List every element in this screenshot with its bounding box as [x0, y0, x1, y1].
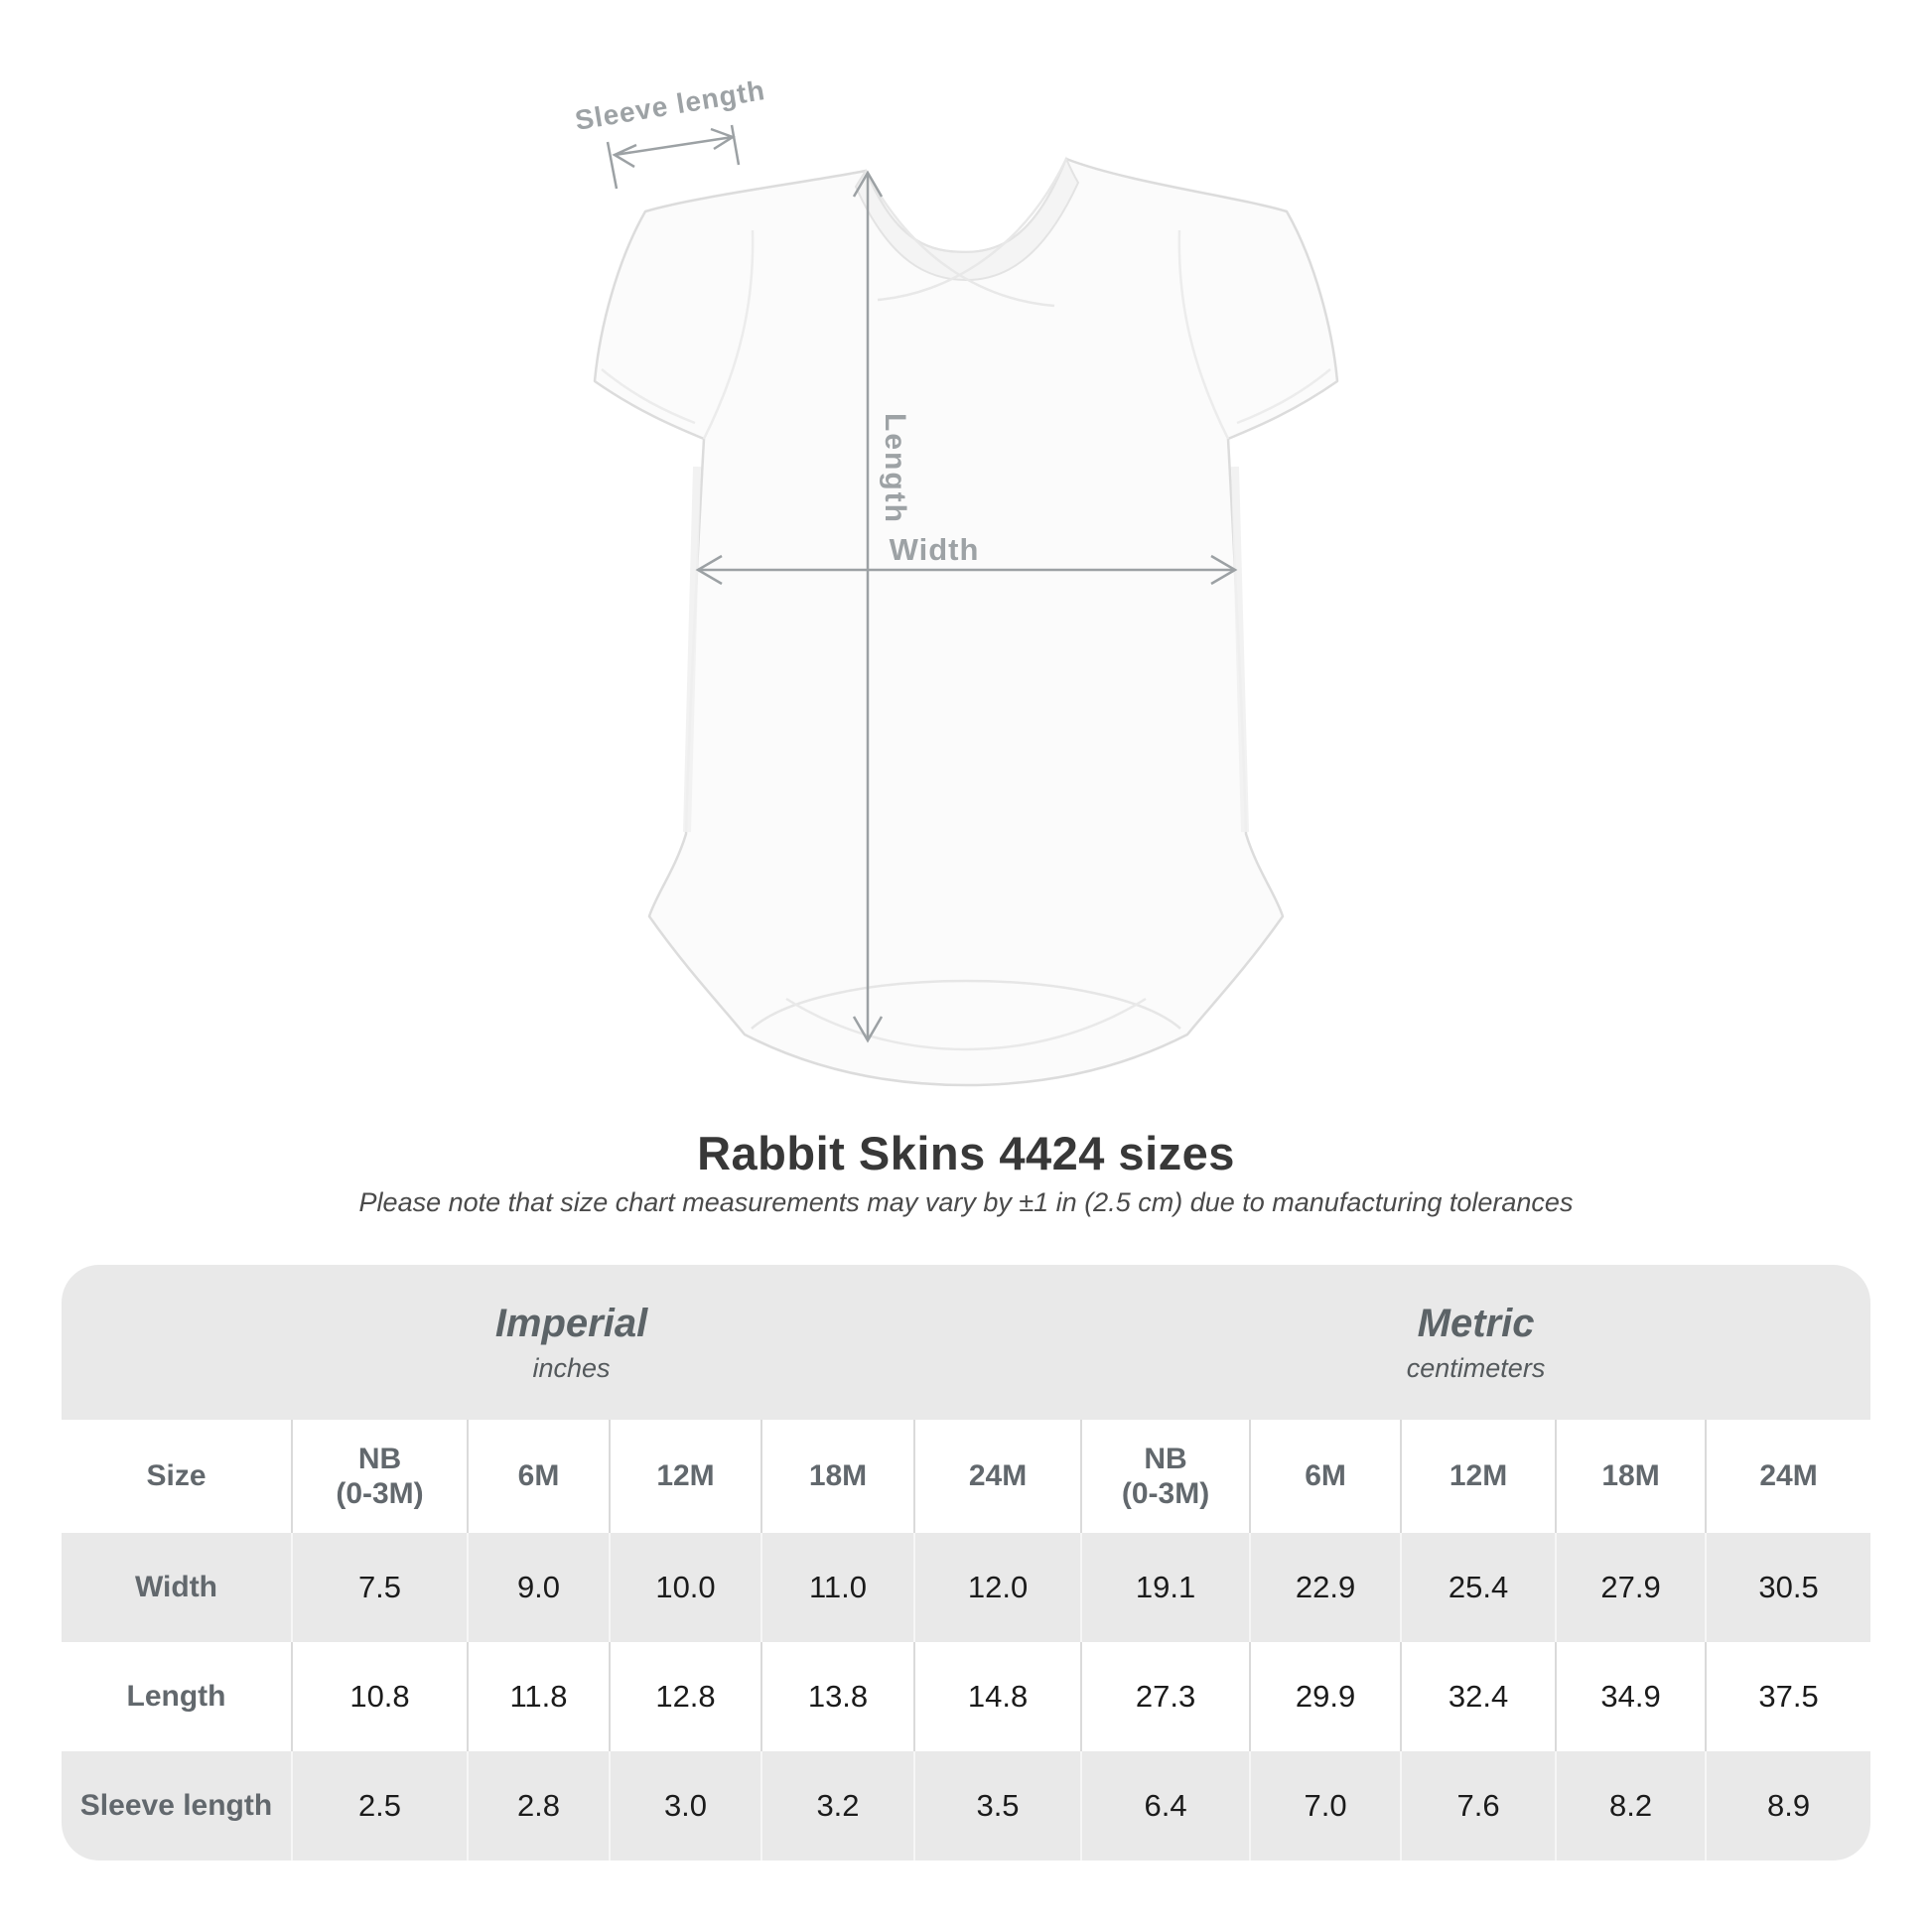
size-table [62, 1265, 1870, 1861]
value-cell: 3.2 [761, 1751, 914, 1861]
length-label: Length [879, 413, 911, 524]
col-header-12m-metric: 12M [1401, 1420, 1556, 1533]
width-label: Width [889, 532, 980, 567]
page-subtitle: Please note that size chart measurements may vary by ±1 in (2.5 cm) due to manufacturing tolerances [358, 1187, 1574, 1217]
value-cell: 7.6 [1401, 1751, 1556, 1861]
metric-label: Metric [1417, 1301, 1535, 1345]
value-cell: 30.5 [1706, 1533, 1870, 1642]
value-cell: 34.9 [1556, 1642, 1706, 1751]
value-cell: 8.9 [1706, 1751, 1870, 1861]
sleeve-tick-right [732, 125, 739, 165]
onesie-garment [595, 159, 1337, 1085]
imperial-group-header [62, 1265, 1081, 1420]
value-cell: 10.0 [610, 1533, 761, 1642]
value-cell: 37.5 [1758, 1679, 1819, 1714]
value-cell: 27.9 [1556, 1533, 1706, 1642]
col-header-nb-imperial: NB (0-3M) [292, 1420, 468, 1533]
size-header-row [62, 1420, 1870, 1533]
col-header-24m-imperial: 24M [914, 1420, 1081, 1533]
metric-unit: centimeters [1406, 1352, 1546, 1383]
value-cell: 13.8 [761, 1642, 914, 1751]
value-cell: 12.8 [610, 1642, 761, 1751]
value-cell: 19.1 [1081, 1533, 1250, 1642]
page-title: Rabbit Skins 4424 sizes [697, 1127, 1235, 1179]
value-cell: 11.8 [468, 1642, 610, 1751]
col-header-12m-imperial: 12M [610, 1420, 761, 1533]
value-cell: 12.0 [914, 1533, 1081, 1642]
row-label-sleeve-length: Sleeve length [62, 1751, 292, 1861]
value-cell: 25.4 [1401, 1533, 1556, 1642]
value-cell: 7.0 [1250, 1751, 1401, 1861]
value-cell: 2.8 [468, 1751, 610, 1861]
value-cell: 27.3 [1081, 1642, 1250, 1751]
col-header-18m-metric: 18M [1556, 1420, 1706, 1533]
metric-group-header [1081, 1265, 1870, 1420]
value-cell: 3.0 [610, 1751, 761, 1861]
sleeve-length-label: Sleeve length [572, 74, 767, 136]
width-row [62, 1533, 1870, 1642]
value-cell: 8.2 [1556, 1751, 1706, 1861]
value-cell: 6.4 [1081, 1751, 1250, 1861]
col-header-24m-metric: 24M [1706, 1420, 1870, 1533]
col-header-6m-metric: 6M [1250, 1420, 1401, 1533]
value-cell: 2.5 [292, 1751, 468, 1861]
value-cell: 11.0 [761, 1533, 914, 1642]
length-row [62, 1642, 1870, 1751]
col-header-nb-metric: NB (0-3M) [1081, 1420, 1250, 1533]
sleeve-tick-left [608, 142, 617, 189]
row-label-length: Length [62, 1642, 292, 1751]
sleeve-arrowhead-left [615, 145, 636, 167]
sleeve-length-row [62, 1751, 1870, 1861]
imperial-label: Imperial [494, 1301, 648, 1345]
size-header-cell: Size [62, 1420, 292, 1533]
unit-header-row [62, 1265, 1870, 1420]
value-cell: 14.8 [914, 1642, 1081, 1751]
value-cell: 7.5 [292, 1533, 468, 1642]
value-cell: 32.4 [1401, 1642, 1556, 1751]
imperial-unit: inches [532, 1352, 611, 1383]
value-cell: 3.5 [914, 1751, 1081, 1861]
value-cell: 29.9 [1250, 1642, 1401, 1751]
row-label-width: Width [62, 1533, 292, 1642]
size-table-grid [62, 1265, 1870, 1861]
value-cell: 9.0 [468, 1533, 610, 1642]
value-cell: 10.8 [292, 1642, 468, 1751]
col-header-6m-imperial: 6M [468, 1420, 610, 1533]
col-header-18m-imperial: 18M [761, 1420, 914, 1533]
value-cell: 22.9 [1250, 1533, 1401, 1642]
